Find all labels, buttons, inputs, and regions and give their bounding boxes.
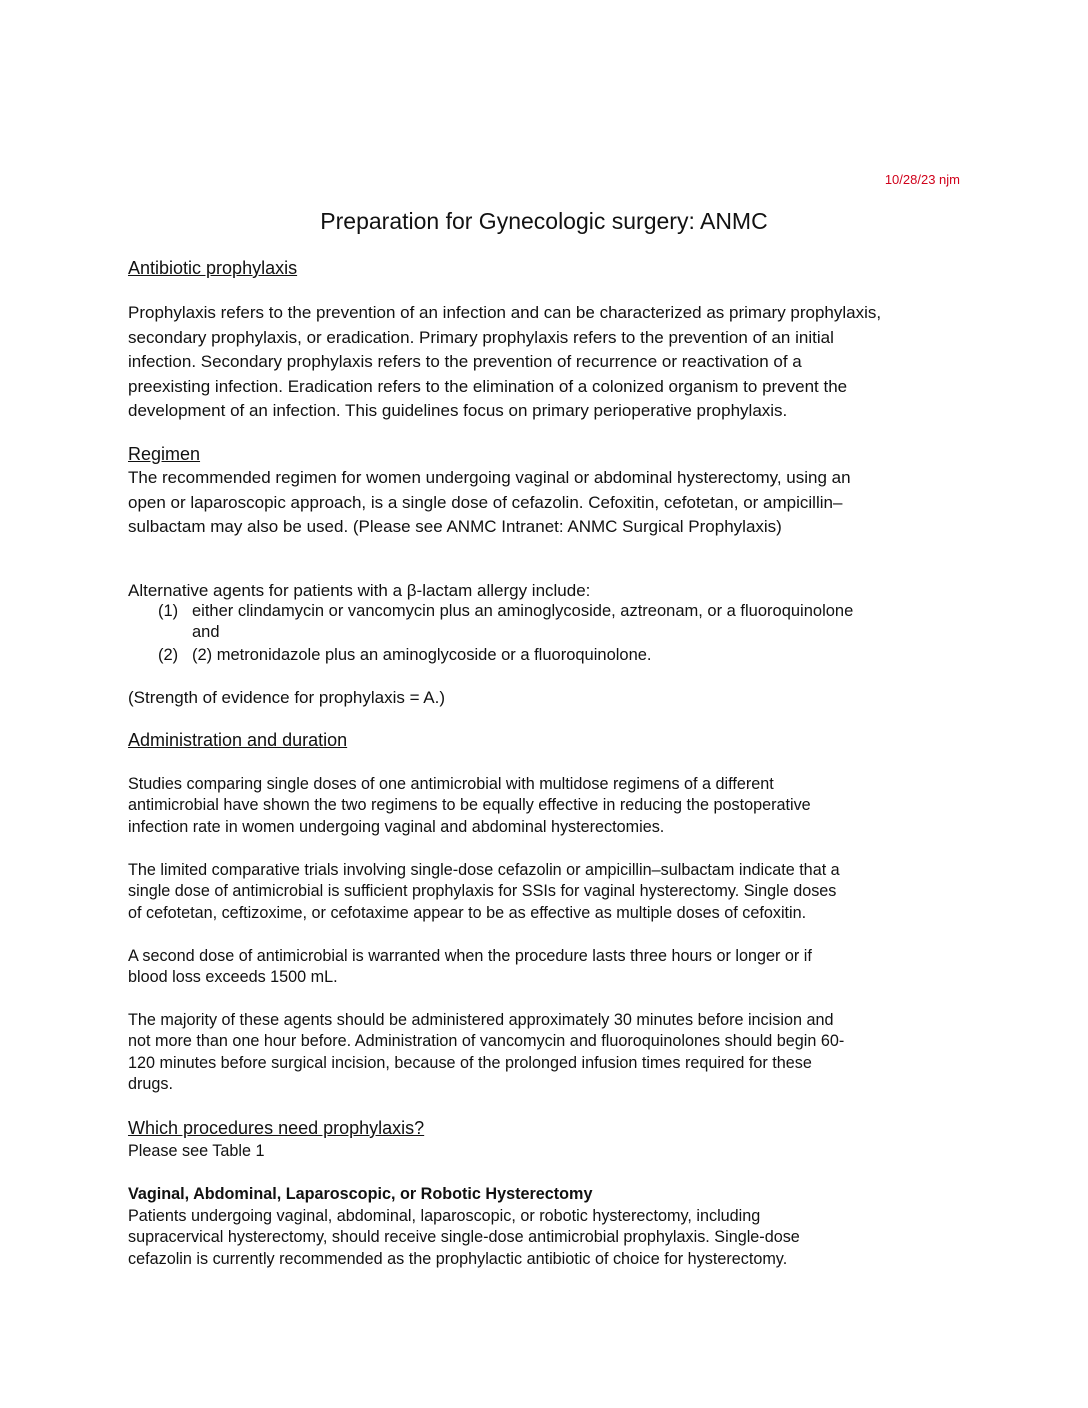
- page-title: Preparation for Gynecologic surgery: ANMC: [320, 208, 768, 234]
- text-line: infection. Secondary prophylaxis refers to the prevention of recurrence or reactivation of a: [128, 352, 802, 371]
- text-line: antimicrobial have shown the two regimens to be equally effective in reducing the postoperative: [128, 796, 811, 815]
- text-line: secondary prophylaxis, or eradication. Primary prophylaxis refers to the prevention of an initial: [128, 327, 834, 347]
- antibiotic-heading: Antibiotic prophylaxis: [128, 258, 298, 278]
- text-line: The limited comparative trials involving single-dose cefazolin or ampicillin–sulbactam indicate that a: [128, 861, 840, 879]
- text-line: Prophylaxis refers to the prevention of an infection and can be characterized as primary prophylaxis,: [128, 303, 882, 322]
- text-line: preexisting infection. Eradication refers to the elimination of a colonized organism to prevent the: [128, 376, 848, 396]
- text-line: sulbactam may also be used. (Please see ANMC Intranet: ANMC Surgical Prophylaxis): [128, 517, 782, 536]
- list-text: and: [192, 623, 220, 641]
- text-line: of cefotetan, ceftizoxime, or cefotaxime appear to be as effective as multiple doses of cefoxitin.: [128, 903, 807, 922]
- date-stamp: 10/28/23 njm: [884, 172, 960, 187]
- list-item: [158, 645, 958, 666]
- list-text: either clindamycin or vancomycin plus an aminoglycoside, aztreonam, or a fluoroquinolone: [192, 602, 854, 620]
- administration-heading: Administration and duration: [128, 730, 348, 750]
- text-line: Studies comparing single doses of one antimicrobial with multidose regimens of a different: [128, 775, 774, 793]
- hysterectomy-heading: Vaginal, Abdominal, Laparoscopic, or Robotic Hysterectomy: [128, 1185, 593, 1203]
- list-number: (2): [158, 646, 179, 664]
- text-line: supracervical hysterectomy, should receive single-dose antimicrobial prophylaxis. Single-dose: [128, 1228, 800, 1247]
- list-number: (1): [158, 602, 179, 620]
- text-line: blood loss exceeds 1500 mL.: [128, 968, 338, 987]
- antibiotic-paragraph: [128, 301, 978, 424]
- text-line: open or laparoscopic approach, is a single dose of cefazolin. Cefoxitin, cefotetan, or ampicillin–: [128, 492, 843, 512]
- text-line: single dose of antimicrobial is sufficient prophylaxis for SSIs for vaginal hysterectomy. Single doses: [128, 882, 837, 901]
- text-line: drugs.: [128, 1074, 173, 1093]
- regimen-paragraph: [128, 466, 978, 540]
- alternatives-intro: Alternative agents for patients with a β-lactam allergy include:: [128, 581, 591, 600]
- text-line: A second dose of antimicrobial is warranted when the procedure lasts three hours or longer or if: [128, 947, 812, 965]
- text-line: 120 minutes before surgical incision, because of the prolonged infusion times required for these: [128, 1053, 812, 1072]
- text-line: cefazolin is currently recommended as the prophylactic antibiotic of choice for hysterectomy.: [128, 1249, 788, 1268]
- text-line: development of an infection. This guidelines focus on primary perioperative prophylaxis.: [128, 401, 788, 420]
- list-text: (2) metronidazole plus an aminoglycoside or a fluoroquinolone.: [192, 646, 652, 664]
- regimen-heading: Regimen: [128, 444, 201, 464]
- text-line: The recommended regimen for women undergoing vaginal or abdominal hysterectomy, using an: [128, 468, 851, 487]
- hysterectomy-paragraph: [128, 1206, 978, 1270]
- see-table-text: Please see Table 1: [128, 1142, 265, 1160]
- text-line: infection rate in women undergoing vaginal and abdominal hysterectomies.: [128, 817, 665, 836]
- administration-paragraph-4: [128, 1010, 978, 1095]
- text-line: The majority of these agents should be administered approximately 30 minutes before incision and: [128, 1011, 834, 1029]
- text-line: not more than one hour before. Administration of vancomycin and fluoroquinolones should begin 60-: [128, 1032, 845, 1051]
- list-item: [158, 601, 958, 643]
- procedures-heading: Which procedures need prophylaxis?: [128, 1118, 425, 1138]
- evidence-note: (Strength of evidence for prophylaxis = A.): [128, 688, 446, 707]
- text-line: Patients undergoing vaginal, abdominal, laparoscopic, or robotic hysterectomy, including: [128, 1207, 761, 1225]
- administration-paragraph-2: [128, 860, 978, 924]
- administration-paragraph-1: [128, 774, 978, 838]
- administration-paragraph-3: [128, 946, 978, 989]
